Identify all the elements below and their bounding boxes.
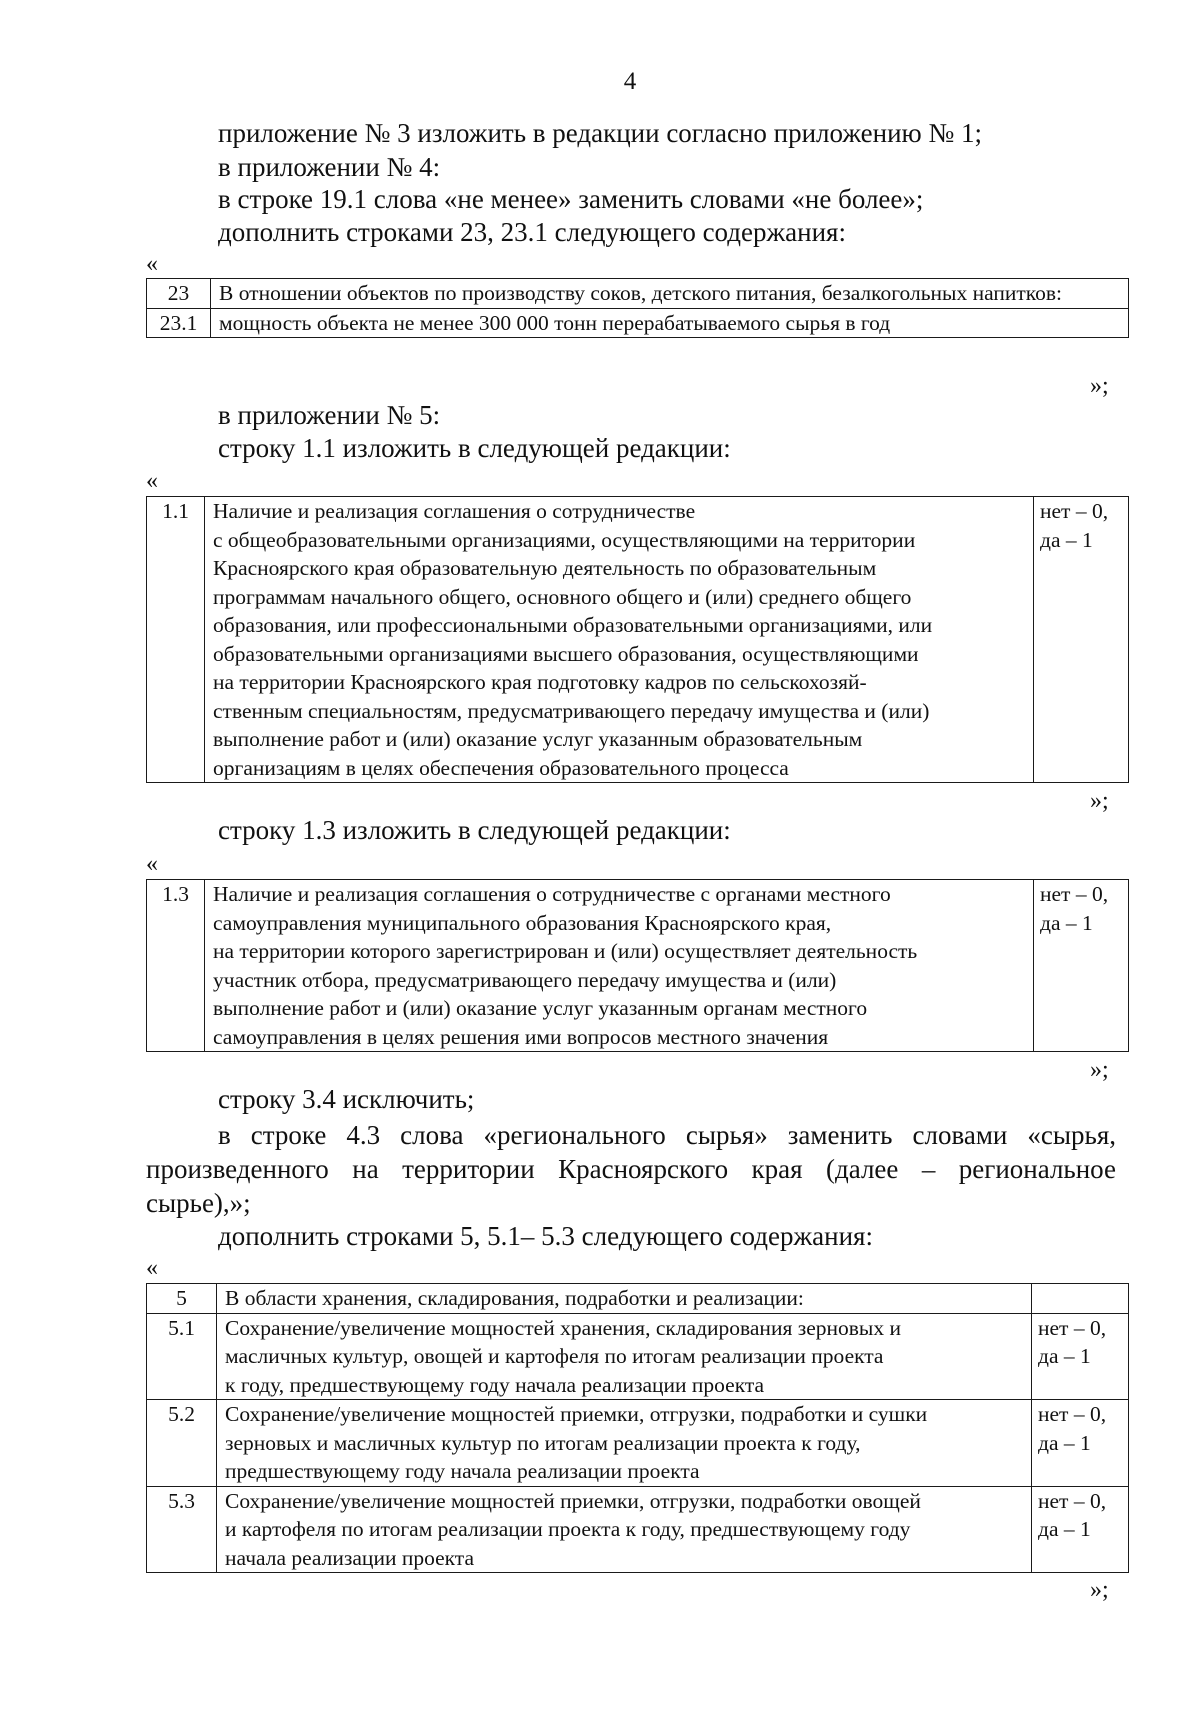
appendix5-line-2: строку 1.1 изложить в следующей редакции:	[218, 433, 731, 463]
text-line: предшествующему году начала реализации проекта	[225, 1459, 700, 1483]
row43-line-1: в строке 4.3 слова «регионального сырья» заменить словами «сырья,	[218, 1120, 1116, 1150]
row43-line-3: сырье),»;	[146, 1188, 251, 1218]
text-line: начала реализации проекта	[225, 1545, 475, 1570]
intro-line-4: дополнить строками 23, 23.1 следующего содержания:	[218, 217, 846, 247]
close-quote: »;	[1090, 788, 1109, 814]
row-number: 5	[147, 1284, 217, 1314]
table-row	[147, 1284, 1129, 1314]
score-line: да – 1	[1040, 910, 1093, 935]
row-text	[217, 1313, 1032, 1400]
text-line: Сохранение/увеличение мощностей хранения, складирования зерновых и	[225, 1315, 901, 1340]
row-number: 5.1	[147, 1313, 217, 1400]
text-line: с общеобразовательными организациями, осуществляющими на территории	[213, 527, 916, 552]
table-rows-5	[146, 1283, 1129, 1573]
score-line: да – 1	[1038, 1517, 1091, 1541]
text-line: масличных культур, овощей и картофеля по итогам реализации проекта	[225, 1344, 884, 1368]
intro-line-2: в приложении № 4:	[218, 152, 441, 182]
table-row-1-1	[146, 496, 1129, 783]
text-line: Сохранение/увеличение мощностей приемки, отгрузки, подработки овощей	[225, 1488, 921, 1513]
table-row-1-3	[146, 879, 1129, 1052]
page-number: 4	[623, 68, 637, 95]
text-line: зерновых и масличных культур по итогам реализации проекта к году,	[225, 1430, 861, 1455]
text-line: образования, или профессиональными образовательными организациями, или	[213, 613, 933, 637]
text-line: Сохранение/увеличение мощностей приемки, отгрузки, подработки и сушки	[225, 1402, 928, 1426]
table-row	[147, 497, 1129, 783]
row43-line-2: произведенного на территории Красноярского края (далее – региональное	[146, 1154, 1116, 1184]
text-line: образовательными организациями высшего образования, осуществляющими	[213, 641, 919, 666]
row-score	[1034, 880, 1129, 1052]
table-row	[147, 1486, 1129, 1573]
score-line: нет – 0,	[1040, 882, 1109, 906]
text-line: самоуправления муниципального образования Красноярского края,	[213, 910, 832, 935]
score-line: да – 1	[1038, 1344, 1091, 1368]
score-line: нет – 0,	[1038, 1488, 1107, 1513]
text-line: на территории которого зарегистрирован и (или) осуществляет деятельность	[213, 939, 918, 963]
row-number: 5.2	[147, 1400, 217, 1487]
row-text	[217, 1486, 1032, 1573]
row34-text: строку 3.4 исключить;	[218, 1084, 475, 1114]
score-line: нет – 0,	[1038, 1402, 1107, 1426]
row-text: мощность объекта не менее 300 000 тонн перерабатываемого сырья в год	[211, 308, 1129, 338]
close-quote: »;	[1090, 1577, 1109, 1603]
row-score	[1032, 1486, 1129, 1573]
text-line: на территории Красноярского края подготовку кадров по сельскохозяй-	[213, 670, 867, 694]
score-line: нет – 0,	[1038, 1315, 1107, 1340]
row-number: 23.1	[147, 308, 211, 338]
row-score	[1032, 1400, 1129, 1487]
text-line: участник отбора, предусматривающего передачу имущества и (или)	[213, 967, 837, 992]
text-line: самоуправления в целях решения ими вопросов местного значения	[213, 1024, 829, 1049]
text-line: ственным специальностям, предусматривающего передачу имущества и (или)	[213, 698, 930, 723]
row-text	[205, 880, 1034, 1052]
row13-intro: строку 1.3 изложить в следующей редакции:	[218, 815, 731, 845]
row-text: В области хранения, складирования, подработки и реализации:	[217, 1284, 1032, 1314]
table-row	[147, 1313, 1129, 1400]
text-line: к году, предшествующему году начала реализации проекта	[225, 1372, 765, 1397]
appendix5-line-1: в приложении № 5:	[218, 400, 441, 430]
open-quote: «	[146, 468, 158, 494]
text-line: выполнение работ и (или) оказание услуг указанным образовательным	[213, 727, 863, 751]
table-row	[147, 308, 1129, 338]
row-text: В отношении объектов по производству соков, детского питания, безалкогольных напитков:	[211, 279, 1129, 309]
close-quote: »;	[1090, 373, 1109, 399]
intro-line-1: приложение № 3 изложить в редакции согласно приложению № 1;	[218, 118, 982, 148]
row-text	[205, 497, 1034, 783]
table-rows-23	[146, 278, 1129, 338]
row-score	[1032, 1313, 1129, 1400]
open-quote: «	[146, 851, 158, 877]
row-number: 5.3	[147, 1486, 217, 1573]
text-line: выполнение работ и (или) оказание услуг указанным органам местного	[213, 996, 868, 1020]
text-line: программам начального общего, основного общего и (или) среднего общего	[213, 584, 912, 609]
intro-line-3: в строке 19.1 слова «не менее» заменить словами «не более»;	[218, 184, 924, 214]
score-line: да – 1	[1038, 1430, 1091, 1455]
score-line: нет – 0,	[1040, 499, 1109, 523]
rows5-intro: дополнить строками 5, 5.1– 5.3 следующего содержания:	[218, 1221, 873, 1251]
table-row	[147, 279, 1129, 309]
text-line: и картофеля по итогам реализации проекта к году, предшествующему году	[225, 1517, 911, 1541]
table-row	[147, 1400, 1129, 1487]
row-score	[1034, 497, 1129, 783]
text-line: Наличие и реализация соглашения о сотрудничестве с органами местного	[213, 882, 891, 906]
close-quote: »;	[1090, 1057, 1109, 1083]
text-line: Красноярского края образовательную деятельность по образовательным	[213, 556, 877, 580]
text-line: организациям в целях обеспечения образовательного процесса	[213, 755, 789, 780]
open-quote: «	[146, 251, 158, 277]
row-number: 1.3	[147, 880, 205, 1052]
open-quote: «	[146, 1255, 158, 1281]
row-score-empty	[1032, 1284, 1129, 1314]
row-number: 23	[147, 279, 211, 309]
row-number: 1.1	[147, 497, 205, 783]
text-line: Наличие и реализация соглашения о сотрудничестве	[213, 499, 696, 523]
row-text	[217, 1400, 1032, 1487]
score-line: да – 1	[1040, 527, 1093, 552]
table-row	[147, 880, 1129, 1052]
